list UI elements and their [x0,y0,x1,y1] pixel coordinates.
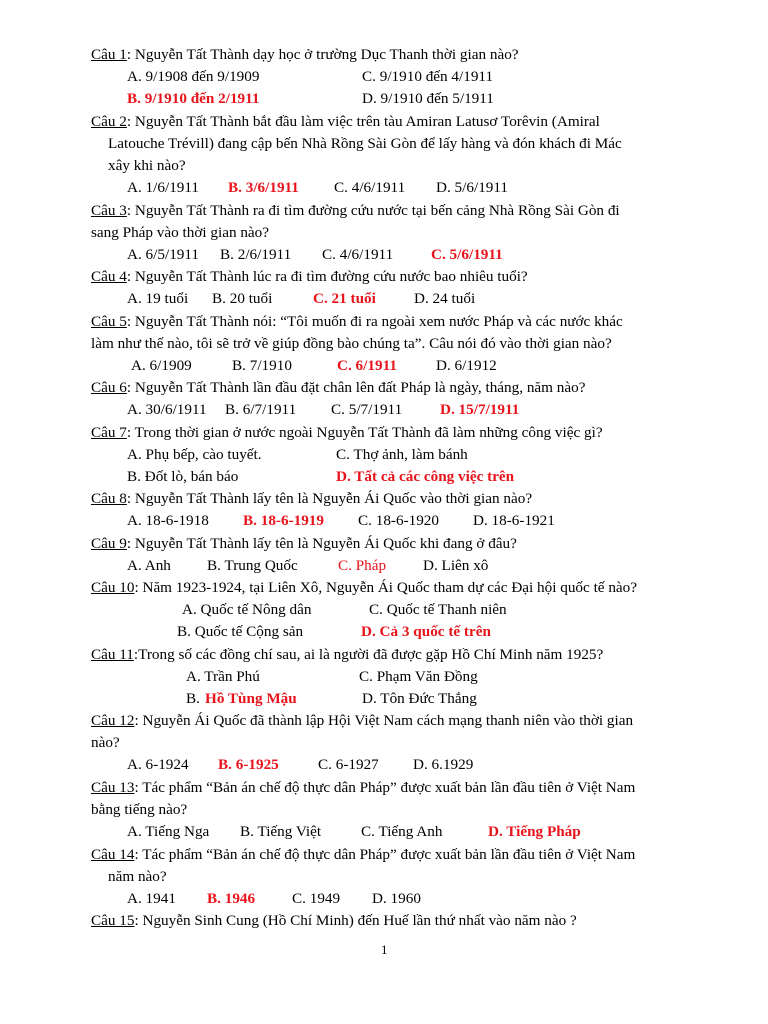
option-c: C. 5/7/1911 [331,401,403,418]
question-label: Câu 7 [91,424,127,441]
option-b: B. 6/7/1911 [225,401,297,418]
option-d: D. 18-6-1921 [473,512,555,529]
option-b: B. Trung Quốc [207,557,298,574]
option-d: D. Tôn Đức Thắng [362,690,477,707]
question-text-line: bằng tiếng nào? [91,801,188,818]
question-text: : Nguyễn Ái Quốc đã thành lập Hội Việt Nam cách mạng thanh niên vào thời gian [134,712,634,729]
option-b: B. 7/1910 [232,357,292,374]
question-text-line: sang Pháp vào thời gian nào? [91,224,270,241]
question-9 [91,533,517,555]
question-label: Câu 6 [91,379,127,396]
question-label: Câu 1 [91,46,127,63]
option-c: C. Quốc tế Thanh niên [369,601,507,618]
option-a: A. 9/1908 đến 9/1909 [127,68,260,85]
question-label: Câu 5 [91,313,127,330]
option-d: D. 6.1929 [413,756,474,773]
option-a: A. 19 tuổi [127,290,189,307]
option-d: D. 5/6/1911 [436,179,508,196]
answer-option-d: D. Cả 3 quốc tế trên [361,623,491,640]
option-a: A. Quốc tế Nông dân [182,601,312,618]
option-a: A. 1/6/1911 [127,179,199,196]
question-text: : Tác phẩm “Bản án chế độ thực dân Pháp” được xuất bản lần đầu tiên ở Việt Nam [134,779,636,796]
question-text: : Nguyễn Tất Thành lấy tên là Nguyễn Ái Quốc vào thời gian nào? [126,490,533,507]
question-1 [91,44,519,66]
answer-option-b: B. 6-1925 [218,756,279,773]
answer-option-c: C. 21 tuổi [313,290,376,307]
question-text: : Nguyễn Tất Thành bắt đầu làm việc trên tàu Amiran Latusơ Torêvin (Amiral [126,113,600,130]
answer-option-b: B. 3/6/1911 [228,179,299,196]
option-d: D. 6/1912 [436,357,497,374]
question-text: : Tác phẩm “Bản án chế độ thực dân Pháp” được xuất bản lần đầu tiên ở Việt Nam [134,846,636,863]
question-text: : Nguyễn Tất Thành lúc ra đi tìm đường cứu nước bao nhiêu tuổi? [126,268,528,285]
question-2 [91,111,600,133]
answer-option-b: B. 1946 [207,890,256,907]
answer-option-c: C. 5/6/1911 [431,246,503,263]
option-c: C. Tiếng Anh [361,823,443,840]
question-text: : Nguyễn Tất Thành dạy học ở trường Dục Thanh thời gian nào? [126,46,519,63]
option-c: C. 6-1927 [318,756,379,773]
page-number: 1 [381,942,388,957]
question-label: Câu 12 [91,712,135,729]
question-text: : Năm 1923-1924, tại Liên Xô, Nguyễn Ái Quốc tham dự các Đại hội quốc tế nào? [134,579,637,596]
option-a: A. Anh [127,557,171,574]
question-label: Câu 9 [91,535,127,552]
option-b: B. Đốt lò, bán báo [127,468,239,485]
answer-option-d: D. Tiếng Pháp [488,823,581,840]
option-c: C. Phạm Văn Đồng [359,668,478,685]
option-d: D. 9/1910 đến 5/1911 [362,90,494,107]
answer-option-d: D. Tất cả các công việc trên [336,468,515,485]
option-c: C. 18-6-1920 [358,512,439,529]
question-label: Câu 3 [91,202,127,219]
question-text: : Nguyễn Sinh Cung (Hồ Chí Minh) đến Huế lần thứ nhất vào năm nào ? [134,912,577,929]
option-a: A. 18-6-1918 [127,512,209,529]
option-a: A. Phụ bếp, cào tuyết. [127,446,262,463]
option-d: D. Liên xô [423,557,489,574]
option-c: C. 1949 [292,890,341,907]
question-label: Câu 11 [91,646,134,663]
option-c: C. 4/6/1911 [322,246,394,263]
question-8 [91,488,532,510]
question-6 [91,377,585,399]
option-b-letter: B. [186,690,200,707]
question-text-line: nào? [91,734,120,751]
question-12 [91,710,633,732]
option-a: A. 6-1924 [127,756,189,773]
option-a: A. 1941 [127,890,176,907]
question-text-line: xây khi nào? [108,157,186,174]
question-7 [91,422,603,444]
question-5 [91,311,623,333]
option-a: A. 6/1909 [131,357,192,374]
answer-option-d: D. 15/7/1911 [440,401,520,418]
question-label: Câu 8 [91,490,127,507]
question-label: Câu 15 [91,912,135,929]
option-b: B. 20 tuổi [212,290,273,307]
option-c: C. 4/6/1911 [334,179,406,196]
question-11 [91,644,603,666]
question-label: Câu 10 [91,579,135,596]
question-14 [91,844,635,866]
question-text: :Trong số các đồng chí sau, ai là người đã được gặp Hồ Chí Minh năm 1925? [133,646,604,663]
option-b: B. 2/6/1911 [220,246,292,263]
option-d: D. 1960 [372,890,421,907]
answer-option-b: B. 18-6-1919 [243,512,324,529]
option-b: B. Quốc tế Cộng sản [177,623,304,640]
question-text-line: Latouche Trévill) đang cập bến Nhà Rồng Sài Gòn để lấy hàng và đón khách đi Mác [108,135,622,152]
option-c: C. Thợ ảnh, làm bánh [336,446,468,463]
question-label: Câu 2 [91,113,127,130]
option-d: D. 24 tuổi [414,290,476,307]
question-13 [91,777,635,799]
answer-option-c: C. Pháp [338,557,387,574]
question-3 [91,200,620,222]
question-text: : Nguyễn Tất Thành lần đầu đặt chân lên đất Pháp là ngày, tháng, năm nào? [126,379,586,396]
question-10 [91,577,637,599]
answer-option-b: B. 9/1910 đến 2/1911 [127,90,260,107]
question-15 [91,910,577,932]
option-a: A. 6/5/1911 [127,246,199,263]
question-text: : Nguyễn Tất Thành lấy tên là Nguyễn Ái Quốc khi đang ở đâu? [126,535,517,552]
question-text-line: làm như thế nào, tôi sẽ trở về giúp đồng bào chúng ta”. Câu nói đó vào thời gian nào? [91,335,612,352]
question-label: Câu 13 [91,779,135,796]
question-text: : Trong thời gian ở nước ngoài Nguyễn Tất Thành đã làm những công việc gì? [126,424,603,441]
question-text: : Nguyễn Tất Thành ra đi tìm đường cứu nước tại bến cảng Nhà Rồng Sài Gòn đi [126,202,620,219]
question-4 [91,266,528,288]
answer-option-b: Hồ Tùng Mậu [205,690,297,707]
answer-option-c: C. 6/1911 [337,357,397,374]
option-c: C. 9/1910 đến 4/1911 [362,68,494,85]
option-a: A. Tiếng Nga [127,823,210,840]
question-label: Câu 14 [91,846,135,863]
question-text-line: năm nào? [108,868,167,885]
question-label: Câu 4 [91,268,127,285]
question-text: : Nguyễn Tất Thành nói: “Tôi muốn đi ra ngoài xem nước Pháp và các nước khác [126,313,623,330]
option-b: B. Tiếng Việt [240,823,322,840]
option-a: A. Trần Phú [186,668,260,685]
option-a: A. 30/6/1911 [127,401,207,418]
